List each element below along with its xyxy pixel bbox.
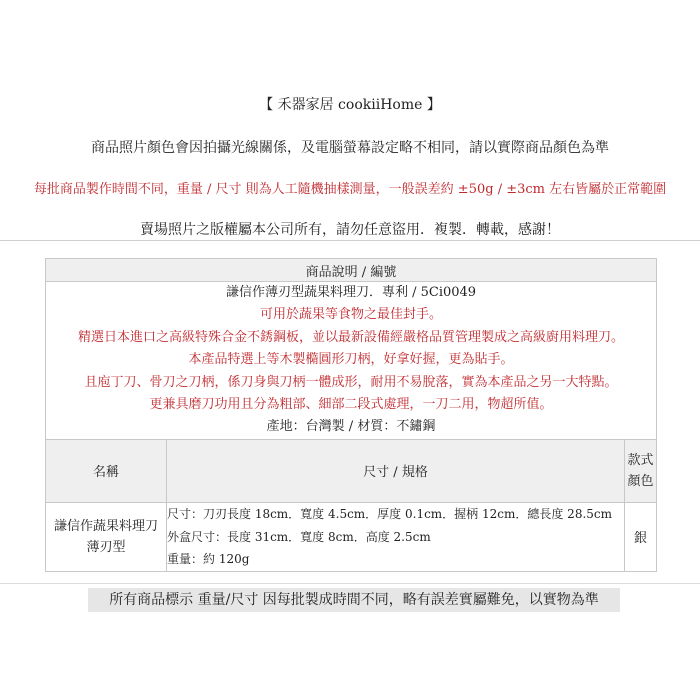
divider (0, 240, 700, 241)
description-line: 謙信作薄刃型蔬果料理刀．專利 / 5Ci0049 (225, 285, 477, 300)
copyright-notice: 賣場照片之版權屬本公司所有，請勿任意盜用．複製．轉載，感謝！ (140, 222, 560, 238)
spec-column-header: 尺寸 / 規格 (167, 439, 625, 502)
product-name-line2: 薄刃型 (86, 539, 126, 555)
footer-divider (0, 583, 700, 584)
description-line: 更兼具磨刀功用且分為粗部、細部二段式處理，一刀二用，物超所值。 (149, 397, 553, 413)
color-header-line1: 款式 (627, 452, 654, 468)
product-color-cell: 銀 (625, 502, 657, 571)
description-block (46, 282, 657, 440)
description-line: 本產品特選上等木製橢圓形刀柄，好拿好握，更為貼手。 (188, 352, 514, 368)
spec-box-dimensions: 外盒尺寸：長度 31cm．寬度 8cm．高度 2.5cm (167, 529, 431, 544)
section-title: 商品說明 / 編號 (46, 259, 657, 282)
description-line: 且庖丁刀、骨刀之刀柄，係刀身與刀柄一體成形，耐用不易脫落，實為本產品之另一大特點。 (84, 374, 618, 390)
product-info-table (45, 258, 657, 572)
description-line: 產地：台灣製 / 材質：不鏽鋼 (266, 419, 436, 435)
product-name-cell (46, 502, 167, 571)
description-line: 可用於蔬果等食物之最佳封手。 (260, 307, 443, 323)
product-spec-cell (167, 502, 625, 571)
description-line: 精選日本進口之高級特殊合金不銹鋼板，並以最新設備經嚴格品質管理製成之高級廚用料理刀。 (78, 329, 625, 345)
spec-weight: 重量：約 120g (167, 552, 250, 567)
spec-dimensions: 尺寸：刀刃長度 18cm．寬度 4.5cm．厚度 0.1cm．握柄 12cm．總長度 28.5cm (167, 506, 612, 521)
table-row (46, 502, 657, 571)
color-header-line2: 顏色 (627, 473, 654, 489)
footer-notice: 所有商品標示 重量/尺寸 因每批製成時間不同，略有誤差實屬難免，以實物為準 (88, 588, 620, 612)
measurement-notice: 每批商品製作時間不同，重量 / 尺寸 則為人工隨機抽樣測量，一般誤差約 ±50g / ±3cm 左右皆屬於正常範圍 (33, 182, 667, 197)
name-column-header: 名稱 (46, 439, 167, 502)
color-notice: 商品照片顏色會因拍攝光線關係，及電腦螢幕設定略不相同，請以實際商品顏色為準 (91, 140, 609, 156)
brand-title: 【 禾器家居 cookiiHome 】 (259, 97, 441, 113)
color-column-header (625, 439, 657, 502)
product-name-line1: 謙信作蔬果料理刀 (53, 518, 158, 534)
